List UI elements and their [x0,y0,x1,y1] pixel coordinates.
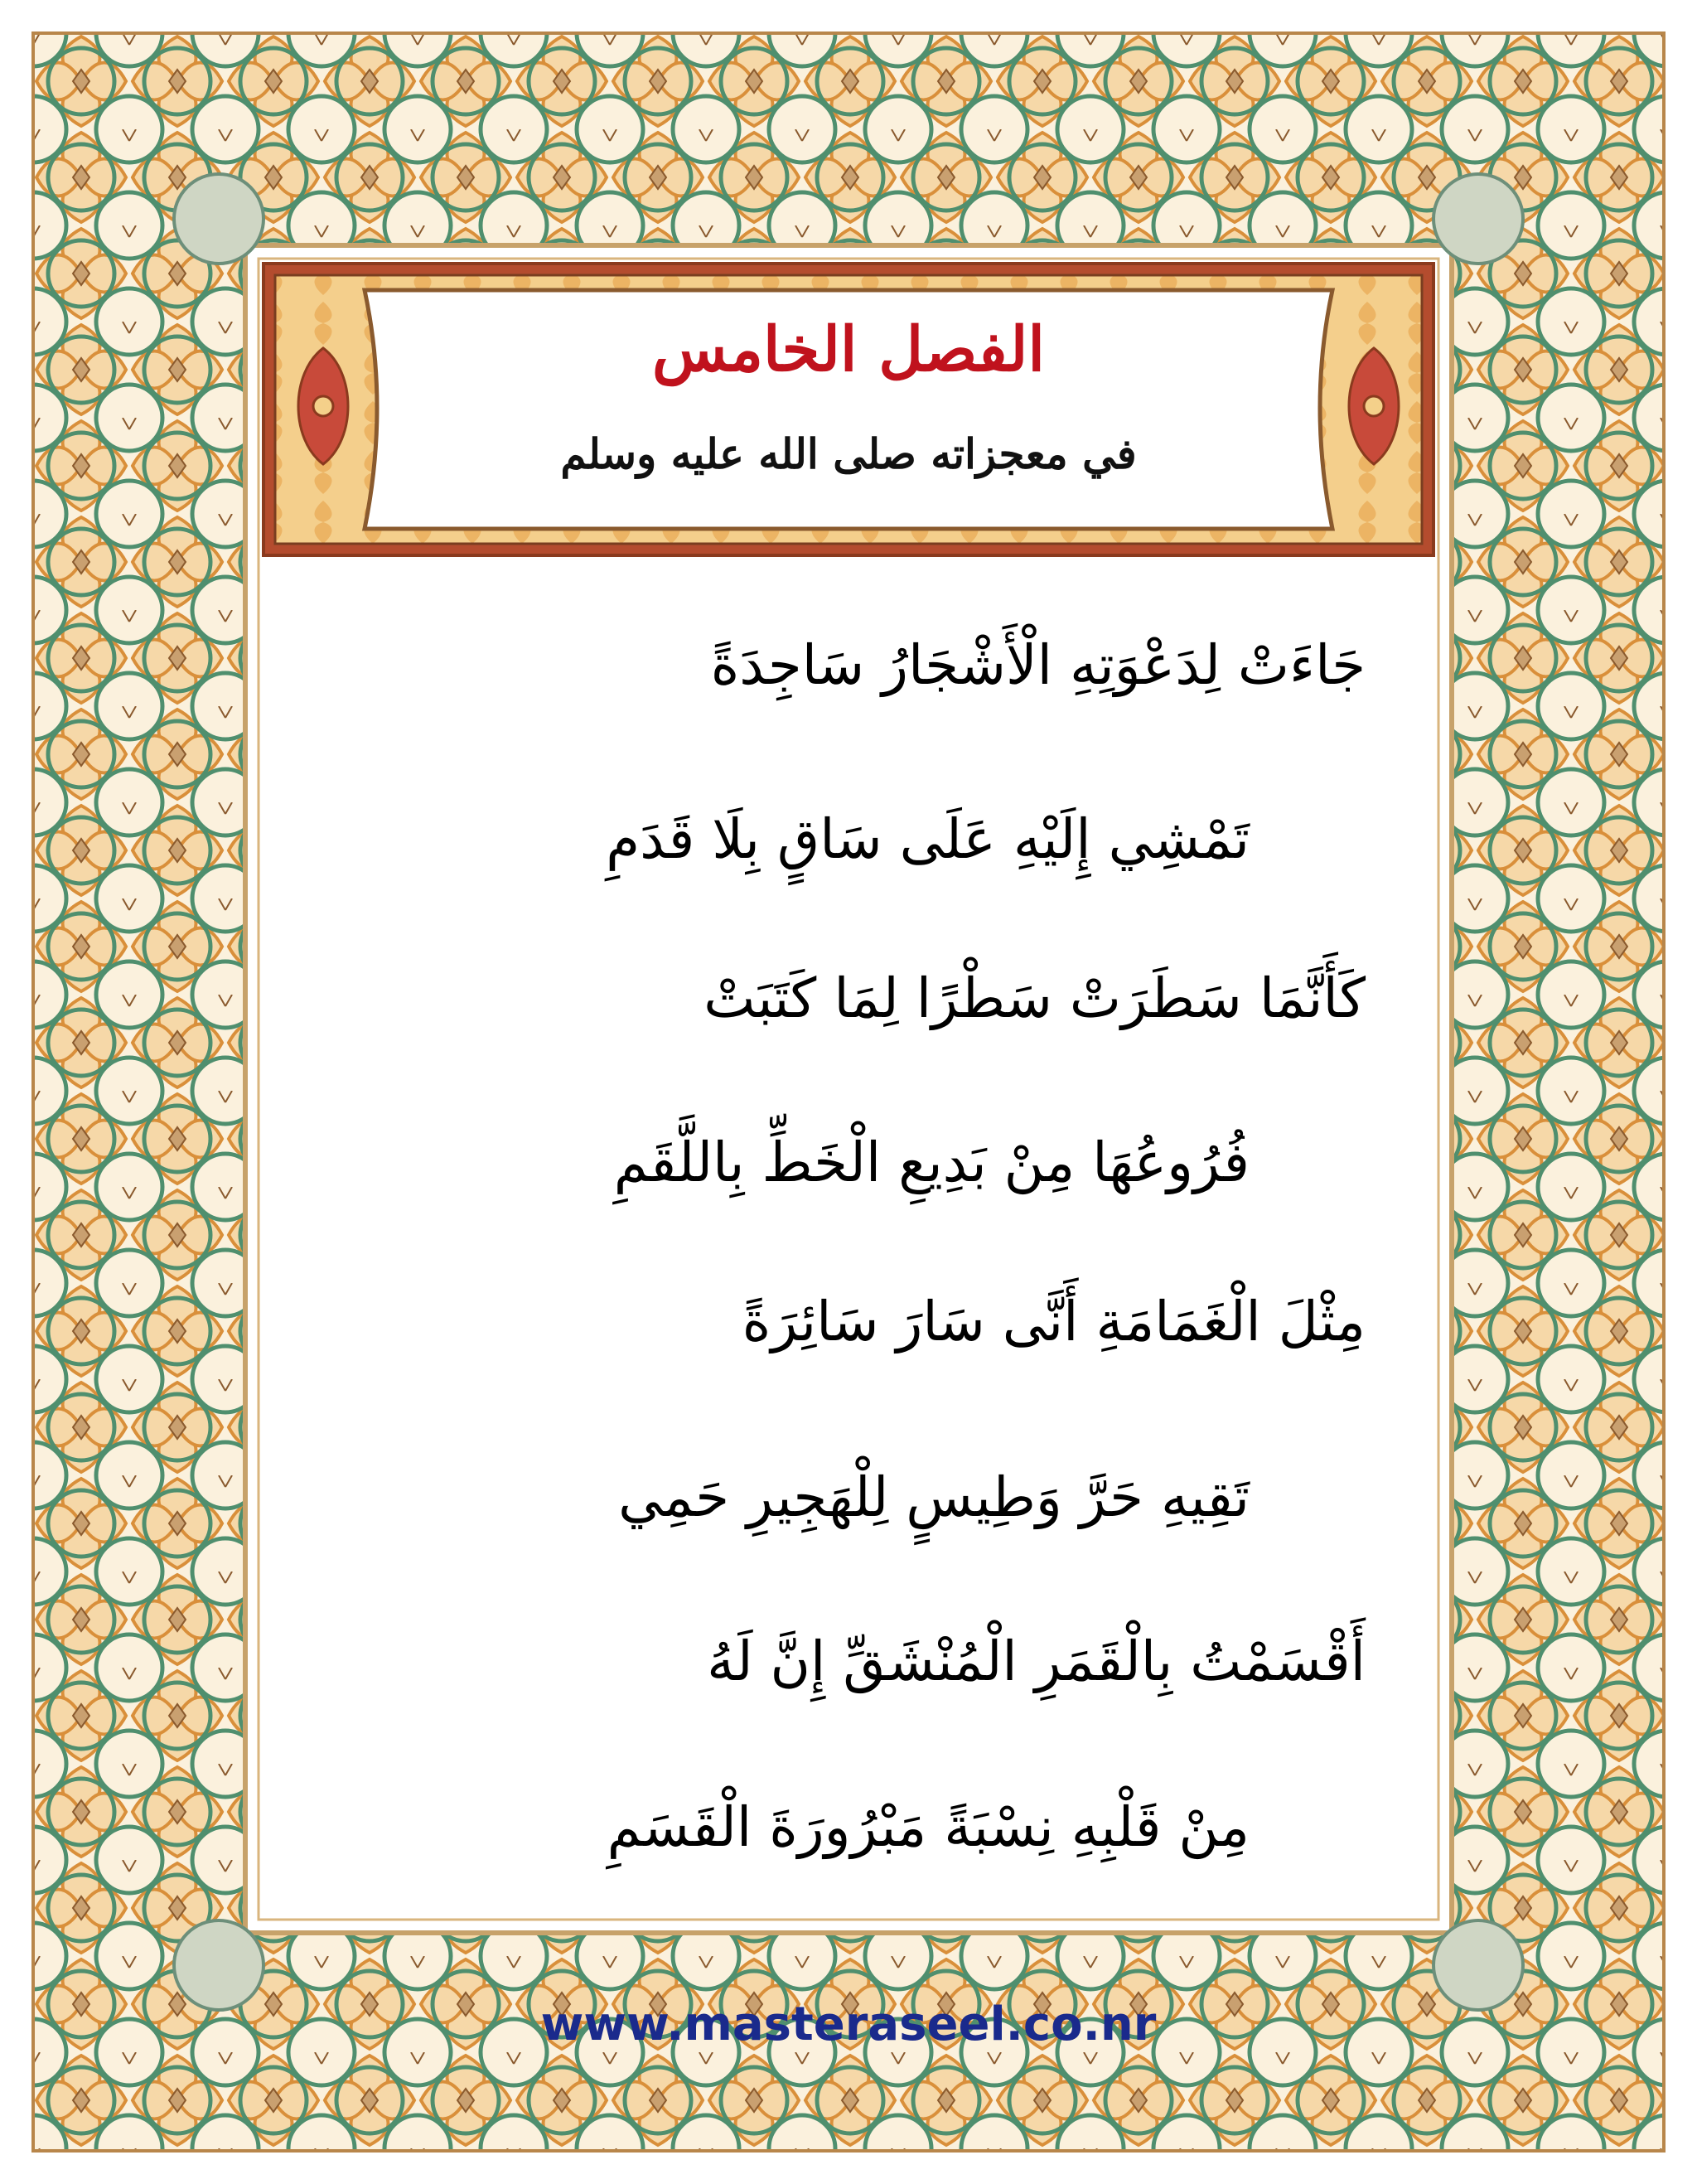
verse-2-second-hemistich: فُرُوعُهَا مِنْ بَدِيعِ الْخَطِّ بِاللَّقَمِ [613,1131,1250,1194]
website-link[interactable]: www.masteraseel.co.nr [540,1998,1157,2051]
verse-4-second-hemistich: مِنْ قَلْبِهِ نِسْبَةً مَبْرُورَةَ الْقَسَمِ [607,1795,1250,1859]
verse-1-first-hemistich: جَاءَتْ لِدَعْوَتِهِ الْأَشْجَارُ سَاجِدَةً [710,633,1366,697]
verse-4-first-hemistich: أَقْسَمْتُ بِالْقَمَرِ الْمُنْشَقِّ إِنَّ لَهُ [707,1630,1366,1693]
verse-3-first-hemistich: مِثْلَ الْغَمَامَةِ أَنَّى سَارَ سَائِرَةً [742,1290,1366,1353]
chapter-title: الفصل الخامس [652,314,1045,385]
verse-1-second-hemistich: تَمْشِي إِلَيْهِ عَلَى سَاقٍ بِلَا قَدَمِ [606,807,1250,871]
verse-3-second-hemistich: تَقِيهِ حَرَّ وَطِيسٍ لِلْهَجِيرِ حَمِي [618,1465,1250,1529]
verse-2-first-hemistich: كَأَنَّمَا سَطَرَتْ سَطْرًا لِمَا كَتَبَتْ [703,966,1366,1030]
chapter-subtitle: في معجزاته صلى الله عليه وسلم [560,429,1137,478]
